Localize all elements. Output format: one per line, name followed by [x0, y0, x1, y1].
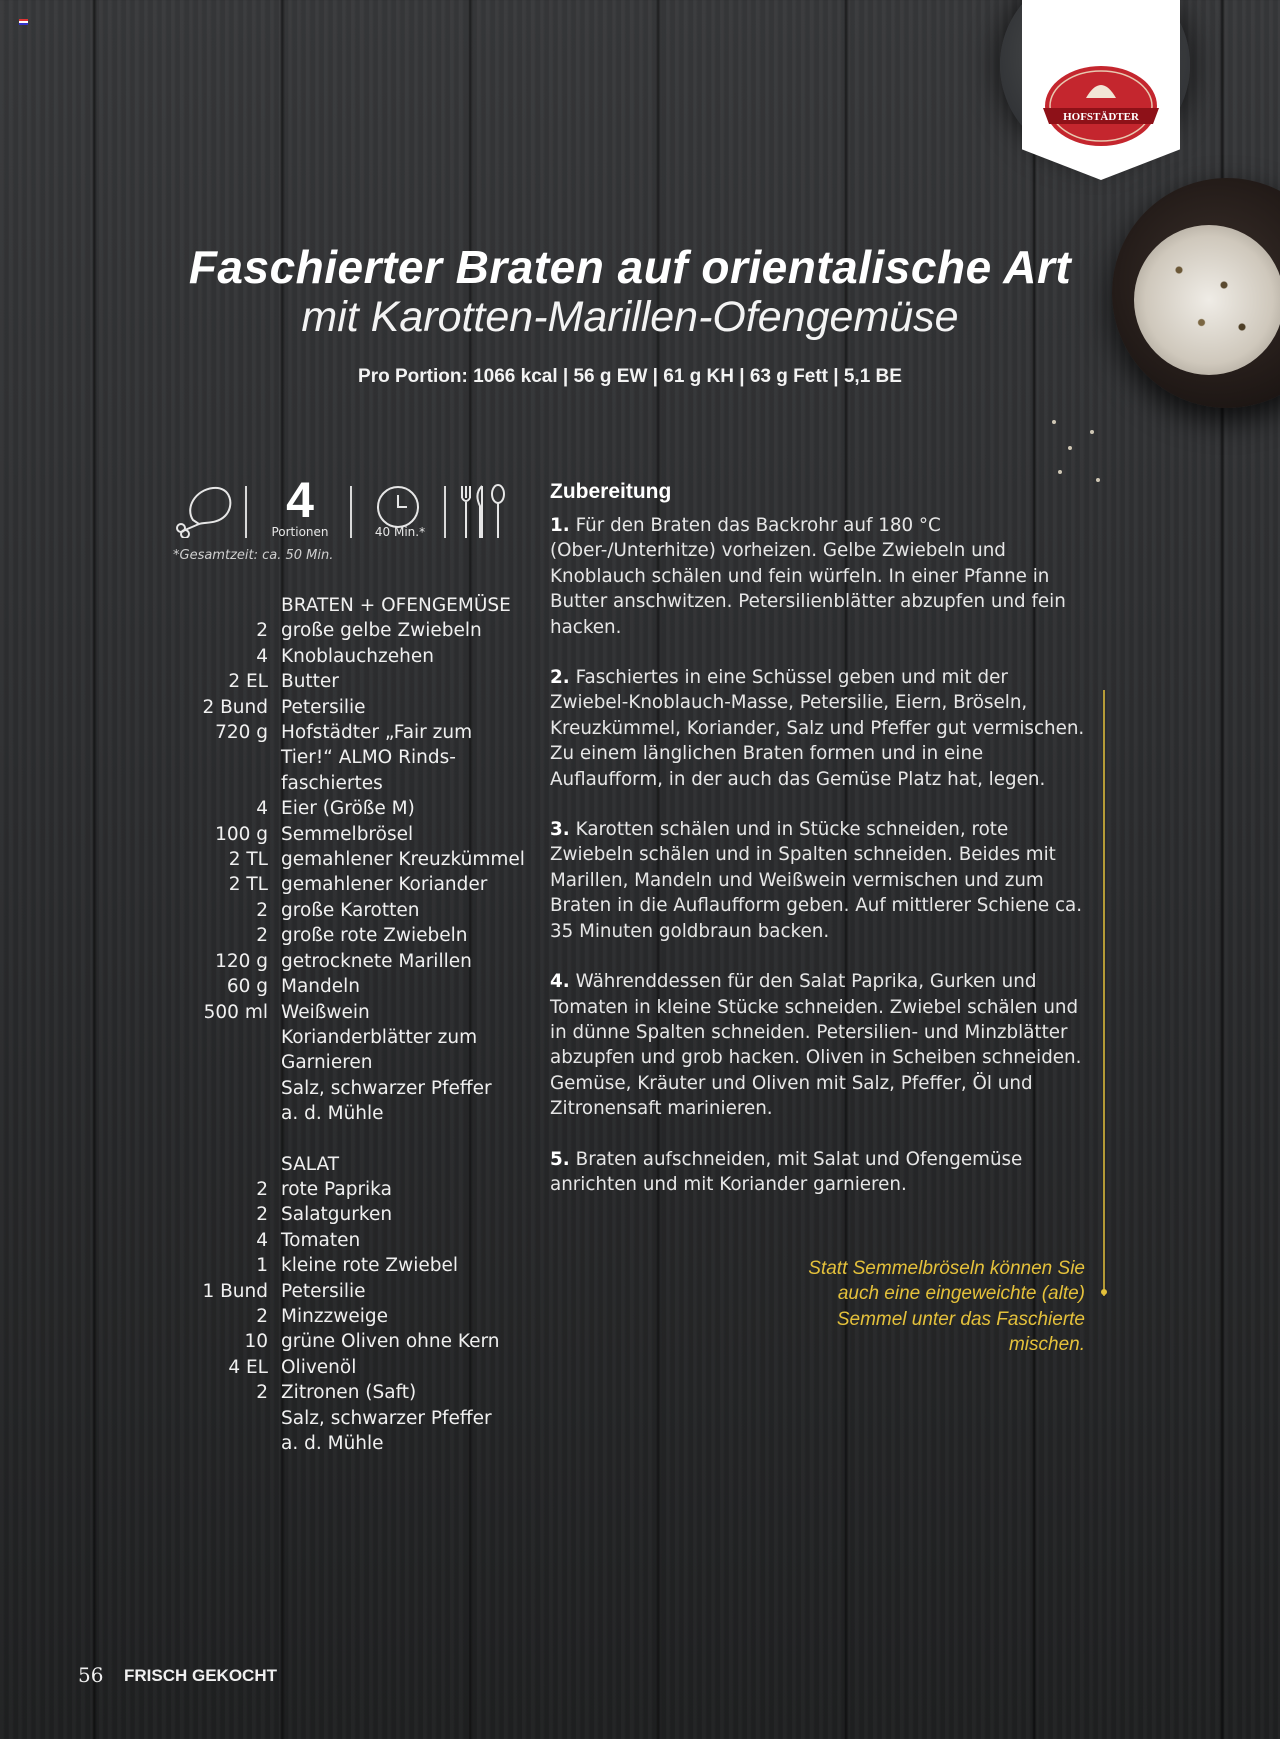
ingredient-amount: 2: [256, 1382, 268, 1404]
ingredient-name: Tomaten: [281, 1229, 361, 1251]
ingredient-row: [180, 1329, 540, 1354]
ingredient-name: Salatgurken: [281, 1204, 393, 1226]
ingredient-amount: 1 Bund: [202, 1280, 268, 1302]
chicken-leg-icon: [173, 484, 235, 538]
step-text: Braten aufschneiden, mit Salat und Ofengemüse anrichten und mit Koriander garnieren.: [550, 1148, 1023, 1195]
step-number: 4.: [550, 971, 570, 993]
ingredients-heading-braten: BRATEN + OFENGEMÜSE: [281, 595, 511, 616]
ingredient-row: [180, 1304, 540, 1329]
tip-text: Statt Semmelbröseln können Sie auch eine eingeweichte (alte) Semmel unter das Faschierte mischen.: [808, 1258, 1085, 1356]
step-number: 5.: [550, 1148, 570, 1170]
ingredient-row: [180, 1025, 540, 1050]
ingredient-row: [180, 669, 540, 694]
ingredient-name: Salz, schwarzer Pfeffer: [281, 1407, 492, 1429]
pepper-speck: [1096, 478, 1100, 482]
ingredient-amount: [180, 1025, 281, 1050]
ingredient-name: Eier (Größe M): [281, 798, 415, 820]
language-flag-icon: [19, 19, 28, 25]
ingredient-row: [180, 796, 540, 821]
ingredient-name: Weißwein: [281, 1001, 370, 1023]
ingredient-name: Knoblauchzehen: [281, 645, 434, 667]
ingredient-amount: 2: [256, 899, 268, 921]
preparation-section: [550, 480, 1085, 1222]
clock-icon: [377, 486, 419, 528]
ingredient-amount: [180, 1076, 281, 1101]
ingredient-row: [180, 1202, 540, 1227]
ingredient-amount: 100 g: [215, 823, 268, 845]
ingredients-list: [180, 593, 540, 1456]
ingredient-name: Zitronen (Saft): [281, 1382, 417, 1404]
ingredient-amount: 2 TL: [228, 874, 268, 896]
step-text: Währenddessen für den Salat Paprika, Gurken und Tomaten in kleine Stücke schneiden. Zwiebel schälen und in dünne Spalten schneiden. Petersilien- und Minzblätter abzupfen und grob hacken. Oliven in Scheiben schneiden. Gemüse, Kräuter und Oliven mit Salz, Pfeffer, Öl und Zitronensaft marinieren.: [550, 971, 1082, 1120]
ingredient-row: [180, 618, 540, 643]
ingredient-row: [180, 847, 540, 872]
recipe-subtitle: mit Karotten-Marillen-Ofengemüse: [301, 293, 959, 341]
ingredient-amount: 2: [256, 1204, 268, 1226]
ingredient-amount: 2: [256, 925, 268, 947]
ingredient-row: [180, 1000, 540, 1025]
ingredient-row: [180, 1406, 540, 1431]
total-time-note: *Gesamtzeit: ca. 50 Min.: [173, 548, 334, 563]
preparation-steps: [550, 513, 1085, 1197]
servings-value: 4: [286, 472, 314, 528]
step-text: Für den Braten das Backrohr auf 180 °C (Ober-/Unterhitze) vorheizen. Gelbe Zwiebeln und Knoblauch schälen und fein würfeln. In einer Pfanne in Butter anschwitzen. Petersilienblätter abzupfen und fein hacken.: [550, 515, 1066, 638]
recipe-title: Faschierter Braten auf orientalische Art: [188, 241, 1072, 293]
ingredient-amount: 4: [256, 645, 268, 667]
ingredient-amount: 2 Bund: [202, 696, 268, 718]
ingredient-amount: 2 TL: [228, 849, 268, 871]
ingredient-name: Tier!“ ALMO Rinds-: [281, 747, 456, 769]
ingredient-amount: 2: [256, 1305, 268, 1327]
ingredient-row: [180, 745, 540, 770]
ingredient-name: getrocknete Marillen: [281, 950, 472, 972]
ingredient-row: [180, 1431, 540, 1456]
ingredient-name: faschiertes: [281, 772, 383, 794]
ingredient-row: [180, 923, 540, 948]
ingredient-row: [180, 898, 540, 923]
ingredient-name: grüne Oliven ohne Kern: [281, 1331, 500, 1353]
ingredient-row: [180, 822, 540, 847]
ingredient-amount: [180, 1431, 281, 1456]
ingredient-row: [180, 1380, 540, 1405]
divider: [245, 486, 247, 538]
ingredient-row: [180, 1355, 540, 1380]
ingredient-row: [180, 644, 540, 669]
ingredients-section-braten: [180, 618, 540, 1126]
ingredient-row: [180, 1101, 540, 1126]
ingredient-amount: [180, 1050, 281, 1075]
ingredient-row: [180, 1050, 540, 1075]
ingredient-name: rote Paprika: [281, 1178, 392, 1200]
pepper-speck: [1090, 430, 1094, 434]
ingredient-row: [180, 695, 540, 720]
ingredient-amount: 120 g: [215, 950, 268, 972]
ingredient-amount: 500 ml: [203, 1001, 268, 1023]
ingredient-row: [180, 720, 540, 745]
ingredient-amount: 1: [256, 1255, 268, 1277]
logo-text: HOFSTÄDTER: [1063, 111, 1139, 123]
step-text: Karotten schälen und in Stücke schneiden, rote Zwiebeln schälen und in Spalten schneiden. Beides mit Marillen, Mandeln und Weißwein vermischen und zum Braten in die Auflaufform geben. Auf mittlerer Schiene ca. 35 Minuten goldbraun backen.: [550, 819, 1083, 942]
ingredient-name: große Karotten: [281, 899, 420, 921]
ingredient-name: gemahlener Koriander: [281, 874, 488, 896]
hofstaedter-logo: [1040, 58, 1162, 153]
step-number: 2.: [550, 667, 570, 689]
page-number: 56: [78, 1663, 104, 1687]
ingredient-row: [180, 974, 540, 999]
divider: [444, 486, 446, 538]
ingredient-amount: [180, 1101, 281, 1126]
step-number: 1.: [550, 515, 570, 536]
ingredient-name: a. d. Mühle: [281, 1103, 384, 1125]
ingredient-name: große rote Zwiebeln: [281, 925, 468, 947]
ingredient-name: Hofstädter „Fair zum: [281, 722, 473, 744]
ingredient-row: [180, 1228, 540, 1253]
ingredient-name: Petersilie: [281, 696, 366, 718]
ingredient-name: Butter: [281, 671, 339, 693]
ingredient-row: [180, 1076, 540, 1101]
ingredient-amount: 720 g: [215, 722, 268, 744]
preparation-step: [550, 665, 1085, 792]
ingredient-name: Minzzweige: [281, 1305, 389, 1327]
pepper-speck: [1068, 446, 1072, 450]
pepper-speck: [1052, 420, 1056, 424]
ingredient-name: große gelbe Zwiebeln: [281, 620, 482, 642]
ingredient-amount: [180, 1406, 281, 1431]
time-label: 40 Min.*: [374, 525, 426, 539]
ingredient-row: [180, 1177, 540, 1202]
preparation-heading: Zubereitung: [550, 480, 672, 503]
preparation-step: [550, 969, 1085, 1121]
ingredient-amount: 4: [256, 798, 268, 820]
preparation-step: [550, 817, 1085, 944]
step-number: 3.: [550, 819, 570, 841]
ingredient-amount: [180, 745, 281, 770]
ingredient-row: [180, 872, 540, 897]
ingredient-row: [180, 771, 540, 796]
ingredient-name: a. d. Mühle: [281, 1433, 384, 1454]
step-text: Faschiertes in eine Schüssel geben und mit der Zwiebel-Knoblauch-Masse, Petersilie, Eiern, Bröseln, Kreuzkümmel, Koriander, Salz und Pfeffer gut vermischen. Zu einem länglichen Braten formen und in eine Auflaufform, in der auch das Gemüse Platz hat, legen.: [550, 667, 1085, 790]
ingredient-name: Korianderblätter zum: [281, 1026, 478, 1048]
cutlery-icon: [458, 484, 508, 540]
servings-label: Portionen: [271, 525, 329, 539]
ingredient-amount: [180, 771, 281, 796]
ingredient-name: Mandeln: [281, 976, 361, 998]
nutrition-info: Pro Portion: 1066 kcal | 56 g EW | 61 g KH | 63 g Fett | 5,1 BE: [358, 366, 902, 387]
preparation-step: [550, 513, 1085, 640]
ingredients-heading-salat: SALAT: [281, 1153, 339, 1175]
ingredient-amount: 4: [256, 1229, 268, 1251]
ingredient-name: Semmelbrösel: [281, 823, 414, 845]
ingredient-name: Garnieren: [281, 1052, 373, 1074]
ingredient-amount: 2 EL: [228, 671, 268, 693]
ingredient-name: Salz, schwarzer Pfeffer: [281, 1077, 492, 1099]
ingredient-name: kleine rote Zwiebel: [281, 1255, 458, 1277]
preparation-step: [550, 1147, 1085, 1198]
ingredient-amount: 2: [256, 620, 268, 642]
ingredient-row: [180, 1253, 540, 1278]
ingredient-amount: 2: [256, 1178, 268, 1200]
ingredient-row: [180, 949, 540, 974]
magazine-name: FRISCH GEKOCHT: [124, 1666, 277, 1685]
ingredient-name: gemahlener Kreuzkümmel: [281, 849, 525, 871]
ingredient-name: Petersilie: [281, 1280, 366, 1302]
ingredient-amount: 10: [244, 1331, 268, 1353]
ingredient-amount: 4 EL: [228, 1356, 268, 1378]
tip-connector-line: [1100, 690, 1108, 1296]
ingredient-row: [180, 1279, 540, 1304]
pepper-speck: [1058, 470, 1062, 474]
divider: [350, 486, 352, 538]
ingredients-section-salat: [180, 1177, 540, 1456]
ingredient-name: Olivenöl: [281, 1356, 357, 1378]
ingredient-amount: 60 g: [226, 976, 268, 998]
